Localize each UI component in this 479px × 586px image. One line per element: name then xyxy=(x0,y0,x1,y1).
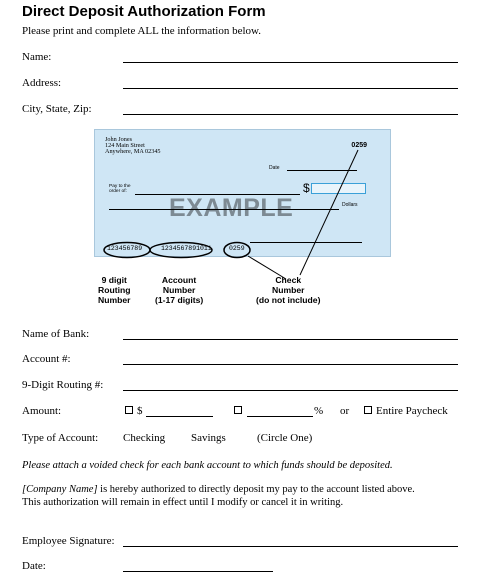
check-callout-line3: (do not include) xyxy=(256,295,321,305)
account-callout xyxy=(155,275,203,305)
form-title: Direct Deposit Authorization Form xyxy=(22,3,266,20)
routing-callout-line2: Routing xyxy=(98,285,131,295)
account-callout-line1: Account xyxy=(161,275,197,285)
account-number-field-line[interactable] xyxy=(123,364,458,365)
check-number-oval xyxy=(224,243,250,258)
entire-paycheck-label: Entire Paycheck xyxy=(376,405,448,417)
company-name-placeholder: [Company Name] xyxy=(22,484,98,495)
dollar-amount-field-line[interactable] xyxy=(146,416,213,417)
routing-callout-line3: Number xyxy=(98,295,131,305)
dollar-prefix: $ xyxy=(137,405,143,417)
bank-name-field-line[interactable] xyxy=(123,339,458,340)
address-label: Address: xyxy=(22,77,62,89)
voided-check-note: Please attach a voided check for each bank account to which funds should be deposited. xyxy=(22,460,393,471)
account-callout-line3: (1-17 digits) xyxy=(155,295,204,305)
employee-signature-label: Employee Signature: xyxy=(22,535,115,547)
check-example-watermark: EXAMPLE xyxy=(169,194,294,222)
check-date-label: Date xyxy=(269,165,280,171)
checking-option[interactable]: Checking xyxy=(123,432,166,444)
account-callout-line2: Number xyxy=(162,285,196,295)
check-payto-line2: order of: xyxy=(109,189,127,194)
routing-callout xyxy=(98,275,130,305)
amount-label: Amount: xyxy=(22,405,62,417)
percent-amount-field-line[interactable] xyxy=(247,416,313,417)
percent-amount-checkbox[interactable] xyxy=(234,406,242,414)
authorization-line-1 xyxy=(22,484,415,495)
routing-number-field-line[interactable] xyxy=(123,390,458,391)
or-text: or xyxy=(340,405,350,417)
check-corner-pointer-line xyxy=(300,150,358,275)
check-number-micr: 0259 xyxy=(229,245,245,252)
savings-option[interactable]: Savings xyxy=(191,432,226,444)
name-label: Name: xyxy=(22,51,52,63)
check-dollars-label: Dollars xyxy=(342,202,358,208)
check-dollar-sign: $ xyxy=(303,181,310,195)
bank-name-label: Name of Bank: xyxy=(22,328,90,340)
account-type-label: Type of Account: xyxy=(22,432,99,444)
authorization-line-2: This authorization will remain in effect until I modify or cancel it in writing. xyxy=(22,497,344,508)
employee-signature-line[interactable] xyxy=(123,546,458,547)
routing-callout-line1: 9 digit xyxy=(101,275,127,285)
routing-oval xyxy=(104,243,150,258)
check-holder-city: Anywhere, MA 02345 xyxy=(105,148,161,156)
check-number-corner: 0259 xyxy=(351,142,367,149)
check-account-micr: 1234567891011 xyxy=(161,245,212,252)
date-label: Date: xyxy=(22,560,46,572)
city-state-zip-label: City, State, Zip: xyxy=(22,103,92,115)
authorization-line-1-text: is hereby authorized to directly deposit my pay to the account listed above. xyxy=(97,484,415,495)
percent-suffix: % xyxy=(314,405,324,417)
routing-number-label: 9-Digit Routing #: xyxy=(22,379,104,391)
circle-one-hint: (Circle One) xyxy=(257,432,313,444)
form-instructions: Please print and complete ALL the information below. xyxy=(22,25,261,37)
account-number-label: Account #: xyxy=(22,353,71,365)
account-oval xyxy=(150,243,212,258)
dollar-amount-checkbox[interactable] xyxy=(125,406,133,414)
check-callout-line2: Number xyxy=(271,285,305,295)
check-routing-micr: 123456789 xyxy=(107,245,143,252)
check-holder-street: 124 Main Street xyxy=(105,142,145,150)
check-number-callout xyxy=(256,275,320,305)
check-callout-line1: Check xyxy=(275,275,302,285)
date-field-line[interactable] xyxy=(123,571,273,572)
entire-paycheck-checkbox[interactable] xyxy=(364,406,372,414)
check-payto-line1: Pay to the xyxy=(109,184,131,189)
check-holder-name: John Jones xyxy=(105,136,132,143)
